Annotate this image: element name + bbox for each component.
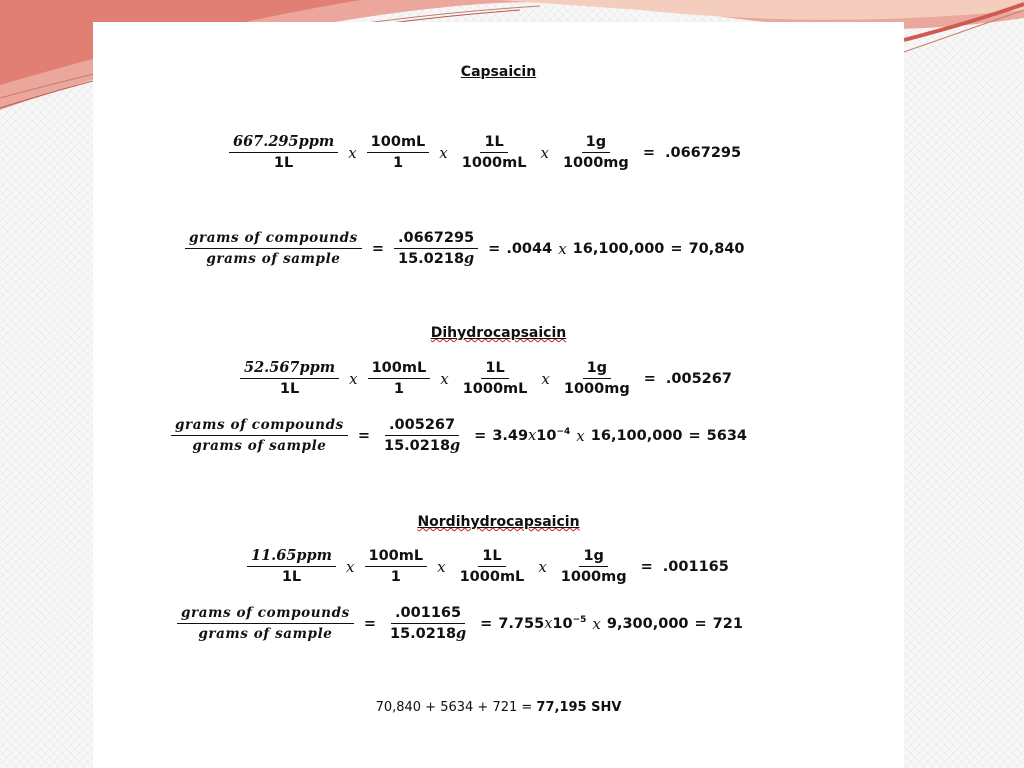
fraction-denominator: 1L [281, 569, 302, 585]
times-sign: x [540, 143, 549, 162]
total-result: 77,195 SHV [536, 700, 622, 715]
fraction-denominator: 1000mL [461, 155, 527, 171]
fraction-numerator: 1g [582, 132, 610, 153]
value-base: 7.755 [498, 615, 545, 632]
fraction-ppm [240, 358, 339, 399]
fraction-denominator: 1000mg [560, 569, 627, 585]
equals-sign: = [357, 427, 370, 444]
fraction-numerator: grams of compounds [185, 228, 362, 249]
nordihydrocapsaicin-ratio-equation [173, 603, 743, 644]
fraction-liters [459, 358, 532, 399]
sample-mass: 15.0218 [383, 438, 451, 454]
total-shv-line [93, 700, 904, 715]
fraction-ml [367, 132, 430, 173]
value-ten: 10 [536, 427, 557, 444]
fraction-denominator: 1000mL [459, 569, 525, 585]
shu-multiplier: 9,300,000 [606, 615, 689, 632]
fraction-denominator: 1 [392, 155, 404, 171]
fraction-denominator: 1000mg [563, 381, 630, 397]
fraction-denominator: 1000mg [562, 155, 629, 171]
dihydrocapsaicin-conversion-equation [236, 358, 732, 399]
fraction-numerator: 11.65ppm [247, 546, 336, 567]
value-base: 3.49 [492, 427, 529, 444]
value-exponent: −5 [572, 614, 587, 625]
times-sign: x [437, 557, 446, 576]
times-sign: x [439, 143, 448, 162]
fraction-numerator: 1L [480, 132, 507, 153]
fraction-numerator: .001165 [391, 603, 465, 624]
fraction-denominator: grams of sample [198, 626, 333, 642]
fraction-denominator: grams of sample [206, 251, 341, 267]
fraction-numerator: 100mL [367, 132, 430, 153]
conversion-result: .001165 [662, 558, 729, 575]
equals-sign: = [363, 615, 376, 632]
sample-mass: 15.0218 [389, 626, 457, 642]
fraction-denominator [394, 249, 478, 269]
fraction-grams [559, 132, 633, 173]
heading-text: Dihydrocapsaicin [430, 325, 567, 341]
times-sign: x [440, 369, 449, 388]
dihydrocapsaicin-heading [93, 325, 904, 341]
shu-result: 5634 [706, 427, 748, 444]
document-page [93, 22, 904, 768]
fraction-ml [365, 546, 428, 587]
value-times: x [544, 615, 553, 632]
fraction-values [394, 228, 478, 269]
equals-sign: = [694, 615, 707, 632]
value-exponent: −4 [556, 426, 571, 437]
equals-sign: = [643, 370, 656, 387]
sample-mass: 15.0218 [397, 251, 465, 267]
times-sign: x [558, 239, 567, 258]
fraction-numerator: .005267 [385, 415, 459, 436]
fraction-numerator: 100mL [368, 358, 431, 379]
times-sign: x [349, 369, 358, 388]
fraction-denominator: 1 [390, 569, 401, 585]
fraction-denominator: 1L [273, 155, 294, 171]
fraction-numerator: grams of compounds [177, 603, 354, 624]
capsaicin-conversion-equation [225, 132, 741, 173]
dihydrocapsaicin-ratio-equation [167, 415, 747, 456]
value-ten: 10 [552, 615, 573, 632]
fraction-liters [456, 546, 529, 587]
fraction-words [171, 415, 348, 456]
capsaicin-ratio-equation [181, 228, 745, 269]
nordihydrocapsaicin-conversion-equation [243, 546, 729, 587]
ratio-value [498, 616, 586, 632]
shu-result: 721 [712, 615, 743, 632]
fraction-values [386, 603, 470, 644]
fraction-denominator [380, 436, 464, 456]
value-times: x [528, 427, 537, 444]
times-sign: x [538, 557, 547, 576]
fraction-denominator: 1000mL [462, 381, 528, 397]
equals-sign: = [488, 240, 501, 257]
equals-sign: = [480, 615, 493, 632]
times-sign: x [346, 557, 355, 576]
grams-unit: g [450, 437, 461, 454]
fraction-numerator: 100mL [365, 546, 428, 567]
fraction-numerator: 1L [481, 358, 508, 379]
fraction-grams [557, 546, 631, 587]
fraction-ml [368, 358, 431, 399]
total-expression: 70,840 + 5634 + 721 = [375, 700, 537, 715]
heading-text: Nordihydrocapsaicin [417, 514, 580, 530]
times-sign: x [576, 426, 585, 445]
fraction-words [177, 603, 354, 644]
equals-sign: = [474, 427, 487, 444]
conversion-result: .0667295 [664, 144, 742, 161]
fraction-denominator: 1L [279, 381, 300, 397]
shu-multiplier: 16,100,000 [572, 240, 665, 257]
fraction-ppm [229, 132, 338, 173]
fraction-numerator: 52.567ppm [240, 358, 339, 379]
equals-sign: = [642, 144, 655, 161]
nordihydrocapsaicin-heading [93, 514, 904, 530]
grams-unit: g [456, 625, 467, 642]
times-sign: x [592, 614, 601, 633]
equals-sign: = [688, 427, 701, 444]
fraction-grams [560, 358, 634, 399]
fraction-numerator: grams of compounds [171, 415, 348, 436]
shu-result: 70,840 [688, 240, 745, 257]
fraction-denominator [386, 624, 470, 644]
fraction-liters [458, 132, 531, 173]
fraction-numerator: 1g [583, 358, 611, 379]
fraction-ppm [247, 546, 336, 587]
times-sign: x [348, 143, 357, 162]
equals-sign: = [640, 558, 653, 575]
grams-unit: g [464, 250, 475, 267]
fraction-numerator: .0667295 [394, 228, 478, 249]
ratio-value: .0044 [506, 240, 553, 257]
fraction-numerator: 1g [579, 546, 607, 567]
times-sign: x [541, 369, 550, 388]
shu-multiplier: 16,100,000 [590, 427, 683, 444]
fraction-denominator: 1 [393, 381, 404, 397]
fraction-numerator: 1L [478, 546, 505, 567]
equals-sign: = [670, 240, 683, 257]
fraction-words [185, 228, 362, 269]
conversion-result: .005267 [665, 370, 732, 387]
capsaicin-heading: Capsaicin [460, 64, 537, 80]
fraction-values [380, 415, 464, 456]
equals-sign: = [371, 240, 384, 257]
fraction-numerator: 667.295ppm [229, 132, 338, 153]
ratio-value [492, 428, 570, 444]
fraction-denominator: grams of sample [192, 438, 327, 454]
